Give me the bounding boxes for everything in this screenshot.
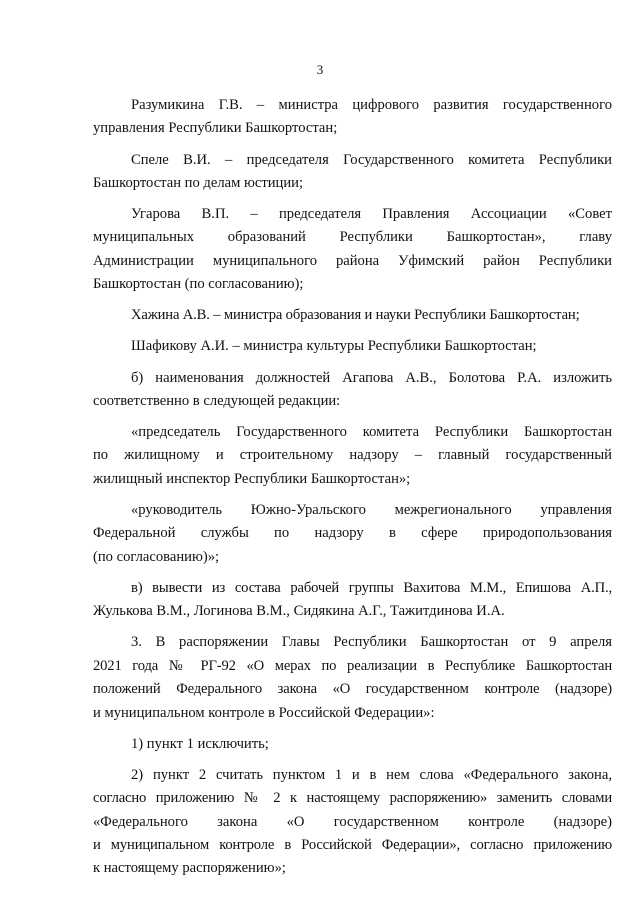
- text-line: Угарова В.П. – председателя Правления Ассоциации «Совет: [131, 206, 612, 222]
- text-line: Хажина А.В. – министра образования и науки Республики Башкортостан;: [131, 307, 580, 324]
- text-line: (по согласованию)»;: [93, 548, 220, 565]
- text-line: соответственно в следующей редакции:: [93, 392, 341, 409]
- text-line: Башкортостан (по согласованию);: [93, 276, 304, 293]
- text-line: «председатель Государственного комитета Республики Башкортостан: [131, 424, 612, 440]
- paragraph-shafikova: [93, 335, 612, 358]
- text-line: к настоящему распоряжению»;: [93, 860, 286, 877]
- text-line: жилищный инспектор Республики Башкортостан»;: [93, 470, 411, 487]
- page-number: 3: [316, 62, 324, 77]
- paragraph-quote-head: [93, 499, 612, 569]
- text-line: согласно приложению № 2 к настоящему распоряжению» заменить словами: [93, 790, 612, 807]
- text-line: управления Республики Башкортостан;: [93, 120, 338, 137]
- text-line: 2021 года № РГ-92 «О мерах по реализации в Республике Башкортостан: [93, 657, 612, 674]
- text-line: Разумикина Г.В. – министра цифрового развития государственного: [131, 97, 612, 113]
- text-line: и муниципальном контроле в Российской Федерации», согласно приложению: [93, 836, 612, 853]
- text-line: Федеральной службы по надзору в сфере природопользования: [93, 525, 612, 542]
- text-line: Шафикову А.И. – министра культуры Республики Башкортостан;: [131, 338, 537, 355]
- text-line: Спеле В.И. – председателя Государственного комитета Республики: [131, 151, 612, 168]
- paragraph-khazhina: [93, 304, 612, 327]
- paragraph-item-3-2: [93, 764, 612, 881]
- text-line: 2) пункт 2 считать пунктом 1 и в нем слова «Федерального закона,: [131, 766, 612, 783]
- paragraph-item-b: [93, 367, 612, 414]
- paragraph-spele: [93, 149, 612, 196]
- text-line: «руководитель Южно-Уральского межрегионального управления: [131, 501, 612, 518]
- text-line: в) вывести из состава рабочей группы Вахитова М.М., Епишова А.П.,: [131, 579, 612, 596]
- paragraph-item-v: [93, 577, 612, 624]
- text-line: муниципальных образований Республики Башкортостан», главу: [93, 229, 612, 246]
- text-line: 1) пункт 1 исключить;: [131, 735, 269, 752]
- paragraph-ugarova: [93, 203, 612, 297]
- paragraph-item-3: [93, 631, 612, 725]
- text-line: б) наименования должностей Агапова А.В., Болотова Р.А. изложить: [131, 369, 612, 386]
- paragraph-item-3-1: [93, 733, 612, 756]
- paragraph-razumikina: [93, 94, 612, 141]
- text-line: Администрации муниципального района Уфимский район Республики: [93, 252, 612, 269]
- text-line: положений Федерального закона «О государственном контроле (надзоре): [93, 681, 612, 698]
- text-line: Жулькова В.М., Логинова В.М., Сидякина А.Г., Тажитдинова И.А.: [93, 603, 505, 620]
- text-line: «Федерального закона «О государственном контроле (надзоре): [93, 813, 612, 830]
- document-body: [93, 94, 612, 888]
- text-line: по жилищному и строительному надзору – главный государственный: [93, 447, 612, 464]
- text-line: 3. В распоряжении Главы Республики Башкортостан от 9 апреля: [131, 634, 612, 651]
- text-line: Башкортостан по делам юстиции;: [93, 174, 304, 191]
- paragraph-quote-chairman: [93, 421, 612, 491]
- text-line: и муниципальном контроле в Российской Федерации»:: [93, 704, 435, 721]
